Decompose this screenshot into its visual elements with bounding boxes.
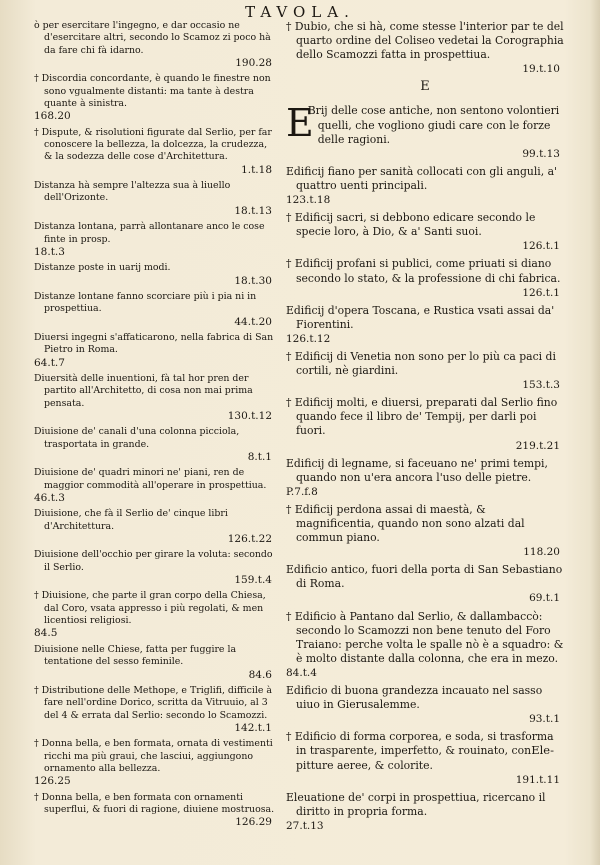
index-entry [34, 590, 276, 639]
entry-text: Distanza hà sempre l'altezza sua à liuello dell'Orizonte. [34, 180, 231, 204]
entry-text: † Dispute, & risolutioni figurate dal Serlio, per far conoscere la bellezza, la dolcezza, la crudezza, & la sodezza delle cose d'Architettura. [34, 126, 272, 163]
entry-reference: 1.t.18 [241, 163, 272, 176]
entry-reference: 126.25 [34, 775, 71, 788]
entry-text: Diuersità delle inuentioni, fà tal hor pren der partito all'Architetto, di cosa non mai prima pensata. [34, 372, 253, 409]
entry-text: † Diuisione, che parte il gran corpo della Chiesa, dal Coro, vsata appresso i più regolati, & men licentiosi religiosi. [34, 590, 266, 627]
index-entry [34, 644, 276, 681]
entry-text: † Donna bella, e ben formata, ornata di vestimenti ricchi ma più graui, che lasciui, aggiungono ornamento alla bellezza. [34, 738, 273, 774]
index-entry [286, 791, 564, 833]
entry-reference: 126.t.12 [286, 332, 331, 345]
entry-reference: 8.t.1 [247, 451, 272, 463]
entry-reference: 84.5 [34, 627, 58, 640]
entry-reference: 159.t.4 [234, 574, 272, 587]
index-entry [286, 350, 564, 392]
index-entry [286, 211, 564, 253]
entry-reference: 126.t.22 [227, 533, 272, 546]
index-entry [34, 291, 276, 328]
index-entry [34, 20, 276, 69]
entry-reference: 219.t.21 [515, 439, 560, 452]
entry-reference: 126.29 [235, 816, 272, 829]
entry-text: † Dubio, che si hà, come stesse l'interior par te del quarto ordine del Coliseo vedetai la Corographia dello Scamozzi fatta in prospettiua. [286, 20, 564, 62]
entry-text: Diuisione de' quadri minori ne' piani, ren de maggior commodità all'operare in prospettiua. [34, 467, 267, 491]
drop-cap: E [286, 101, 314, 146]
index-entry [286, 304, 564, 346]
entry-reference: 18.t.30 [234, 274, 272, 287]
entry-reference: 69.t.1 [529, 592, 560, 605]
right-column [286, 20, 564, 837]
index-entry [34, 738, 276, 787]
entry-reference: 168.20 [34, 110, 71, 123]
entry-text: Diuisione nelle Chiese, fatta per fuggire la tentatione del sesso feminile. [34, 643, 237, 668]
index-entry [286, 684, 564, 726]
entry-reference: 190.28 [235, 57, 272, 70]
index-entry [34, 426, 276, 463]
entry-text: † Edificio di forma corporea, e soda, si trasforma in trasparente, imperfetto, & rouinato, con pitture aeree, & colorite. [286, 730, 554, 772]
entry-text: ò per esercitare l'ingegno, e dar occasio ne d'esercitare altri, secondo lo Scamoz zi poco hà da fare chi fà idarno. [34, 20, 271, 56]
index-entry [286, 101, 564, 160]
page-edge-shadow [590, 0, 600, 865]
index-entry [34, 792, 276, 829]
entry-reference: P.7.f.8 [286, 485, 318, 498]
entry-reference: 84.6 [248, 668, 272, 681]
entry-text: Distanze poste in uarij modi. [34, 262, 171, 274]
entry-text: † Edificio à Pantano dal Serlio, & dallambaccò: secondo lo Scamozzi non bene tenuto del Foro Traiano: perche volta le spalle nò è a squadro: & è molto distante dalla colonna, che era in mezo. [286, 609, 564, 665]
index-entry [286, 610, 564, 680]
entry-reference: 46.t.3 [34, 492, 65, 505]
entry-reference: 19.t.10 [522, 63, 560, 76]
entry-text: † Edificij di Venetia non sono per lo più ca paci di cortili, nè giardini. [286, 349, 556, 378]
entry-text: Edificio antico, fuori della porta di San Sebastiano di Roma. [286, 563, 563, 591]
entry-text: † Edificij profani si publici, come priuati si diano secondo lo stato, & la professione di chi fabrica. [286, 257, 561, 285]
entry-text: † Edificij perdona assai di maestà, & magnificentia, quando non sono alzati dal commun piano. [286, 502, 525, 545]
entry-reference: 130.t.12 [227, 409, 272, 422]
index-entry [34, 373, 276, 422]
entry-text: † Distributione delle Methope, e Triglifi, difficile à fare nell'ordine Dorico, scritta da Vitruuio, al 3 del 4 & errata dal Serlio: secondo lo Scamozzi. [34, 684, 272, 721]
index-entry [286, 165, 564, 207]
entry-reference: 118.20 [523, 546, 560, 559]
entry-text: Distanza lontana, parrà allontanare anco le cose finte in prosp. [34, 221, 265, 245]
entry-text: Diuisione dell'occhio per girare la voluta: secondo il Serlio. [34, 549, 273, 573]
entry-text: Edificio di buona grandezza incauato nel sasso uiuo in Gierusalemme. [286, 684, 543, 712]
index-entry [34, 73, 276, 122]
index-entry [34, 685, 276, 734]
index-entry [286, 20, 564, 76]
index-entry [34, 262, 276, 287]
index-entry [34, 332, 276, 369]
index-entry [286, 457, 564, 499]
entry-reference: 126.t.1 [522, 286, 560, 299]
catchword: Ele- [531, 743, 554, 757]
entry-text: Edificij d'opera Toscana, e Rustica vsati assai da' Fiorentini. [286, 303, 555, 331]
entry-reference: 64.t.7 [34, 356, 65, 369]
entry-reference: 191.t.11 [515, 773, 560, 786]
index-entry [34, 127, 276, 176]
entry-text: Distanze lontane fanno scorciare più i pia ni in prospettiua. [34, 290, 257, 315]
entry-reference: 84.t.4 [286, 666, 317, 679]
left-column [34, 20, 276, 833]
entry-reference: 27.t.13 [286, 819, 324, 832]
index-entry [286, 563, 564, 605]
entry-text: Eleuatione de' corpi in prospettiua, ricercano il diritto in propria forma. [286, 790, 546, 818]
entry-reference: 123.t.18 [286, 194, 331, 207]
entry-text: † Edificij sacri, si debbono edicare secondo le specie loro, à Dio, & a' Santi suoi. [286, 211, 536, 239]
right-column-entries [286, 101, 564, 833]
index-entry [34, 549, 276, 586]
entry-text: † Discordia concordante, è quando le finestre non sono vgualmente distanti: ma tante à destra quante à sinistra. [34, 73, 271, 110]
entry-reference: 18.t.3 [34, 245, 65, 258]
entry-text: Diuisione de' canali d'una colonna picciola, trasportata in grande. [34, 426, 240, 450]
index-entry [286, 730, 564, 786]
entry-reference: 99.t.13 [522, 147, 560, 160]
entry-text: Diuisione, che fà il Serlio de' cinque libri d'Architettura. [34, 508, 228, 532]
page-header: TAVOLA. [245, 3, 355, 21]
index-entry [286, 503, 564, 559]
entry-reference: 93.t.1 [529, 713, 560, 726]
entry-text: Edificij fiano per sanità collocati con gli anguli, a' quattro uenti principali. [286, 164, 558, 192]
entry-reference: 142.t.1 [234, 721, 272, 734]
section-letter: E [420, 79, 430, 95]
index-entry [34, 508, 276, 545]
entry-text: Brij delle cose antiche, non sentono volontieri quelli, che vogliono giudi care con le forze delle ragioni. [307, 104, 560, 146]
entry-reference: 44.t.20 [234, 315, 272, 328]
entry-text: Edificij di legname, si faceuano ne' primi tempi, quando non u'era ancora l'uso delle pietre. [286, 456, 548, 484]
index-entry [34, 221, 276, 258]
index-entry [286, 257, 564, 299]
entry-reference: 153.t.3 [522, 379, 560, 392]
entry-reference: 126.t.1 [522, 240, 560, 253]
index-entry [34, 180, 276, 217]
entry-text: Diuersi ingegni s'affaticarono, nella fabrica di San Pietro in Roma. [34, 331, 274, 356]
entry-text: † Edificij molti, e diuersi, preparati dal Serlio fino quando fece il libro de' Tempij, per darli poi fuori. [286, 396, 558, 438]
right-column-top [286, 20, 564, 76]
index-entry [286, 396, 564, 452]
index-entry [34, 467, 276, 504]
entry-text: † Donna bella, e ben formata con ornamenti superflui, & fuori di ragione, diuiene mostruosa. [34, 791, 275, 815]
entry-reference: 18.t.13 [234, 204, 272, 217]
